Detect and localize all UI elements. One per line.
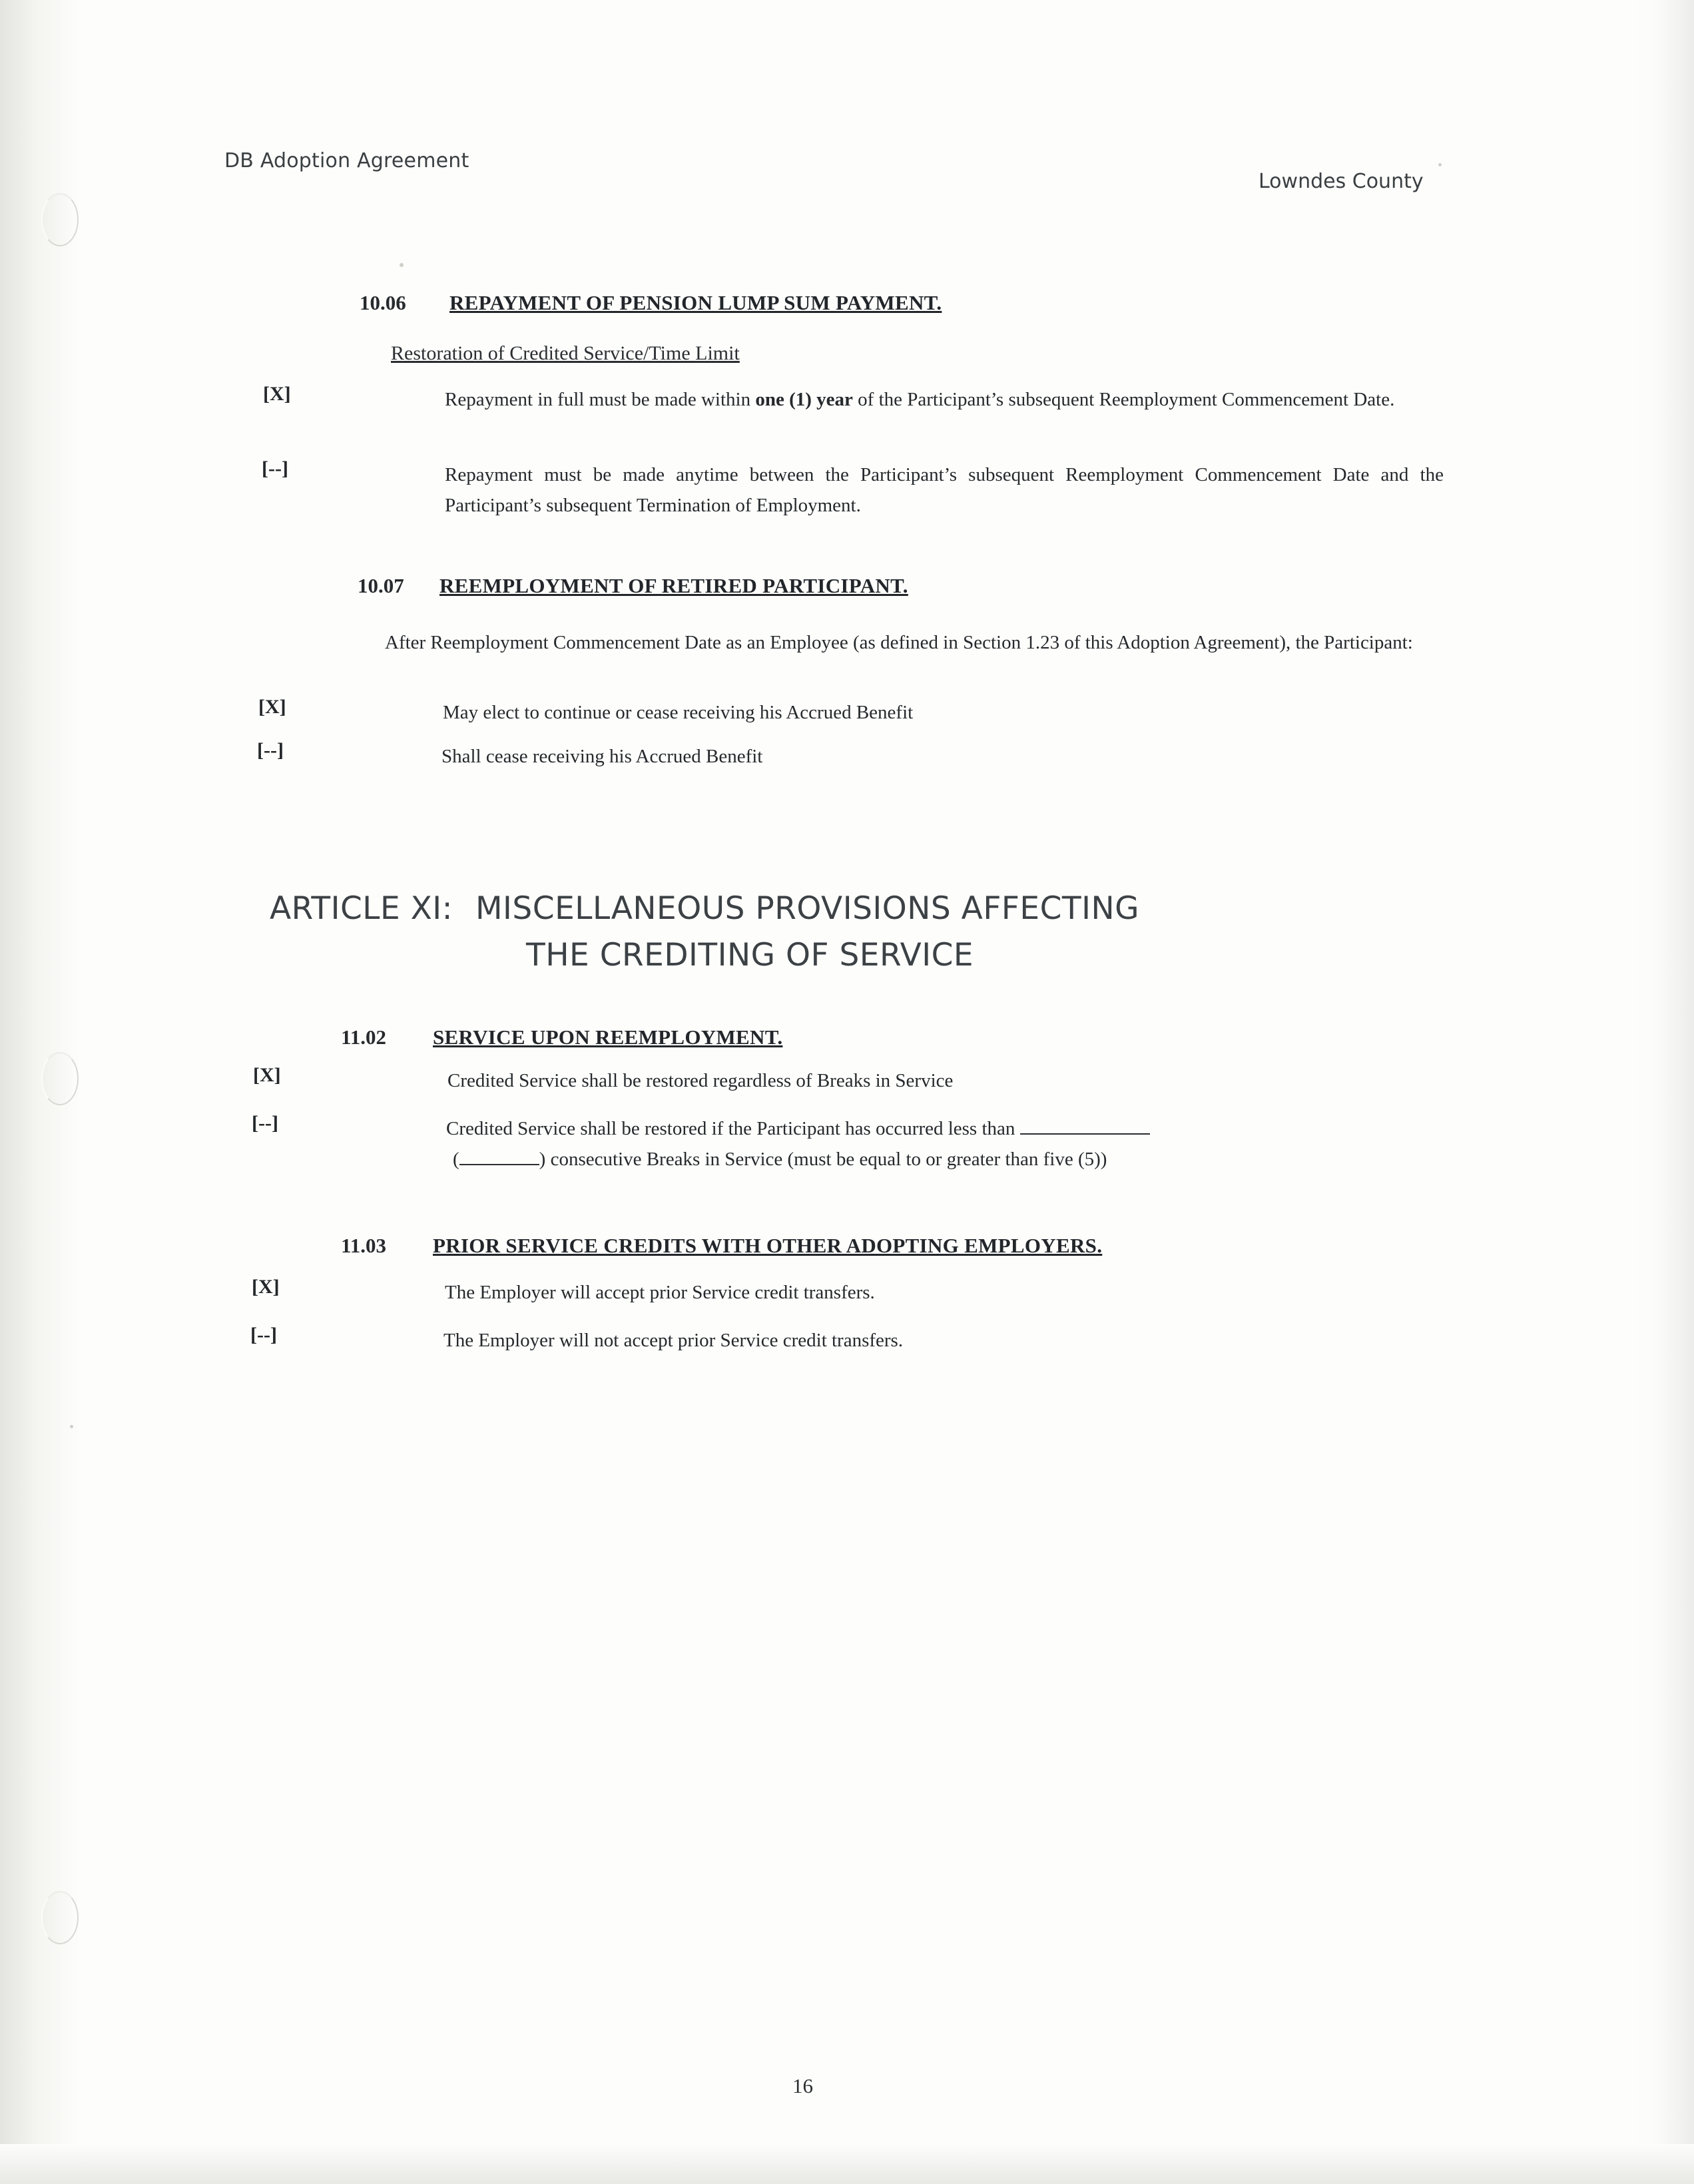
section-title-10-07: REEMPLOYMENT OF RETIRED PARTICIPANT.: [439, 574, 908, 597]
section-title-11-02: SERVICE UPON REEMPLOYMENT.: [433, 1025, 783, 1049]
checkbox-10-06-option-1[interactable]: [X]: [263, 383, 291, 405]
option-text-part-b: of the Participant’s subsequent Reemployment Commencement Date.: [852, 389, 1395, 410]
article-label: ARTICLE XI:: [270, 890, 453, 927]
checkbox-11-02-option-1[interactable]: [X]: [253, 1064, 281, 1086]
option-text-10-07-2: Shall cease receiving his Accrued Benefit: [441, 746, 763, 767]
checkbox-10-07-option-2[interactable]: [--]: [257, 739, 284, 761]
fill-in-parenthesis[interactable]: ( ) consecutive Breaks in Service (must be equal to or greater than five (5)): [453, 1144, 1107, 1175]
section-number-11-03: 11.03: [341, 1234, 387, 1257]
section-number-11-02: 11.02: [341, 1025, 387, 1049]
checkbox-11-02-option-2[interactable]: [--]: [252, 1112, 278, 1134]
section-intro-10-07: After Reemployment Commencement Date as an Employee (as defined in Section 1.23 of this Adoption Agreement), the Participant:: [385, 632, 1413, 653]
option-text-part-a: Credited Service shall be restored if the Participant has occurred less than: [446, 1118, 1015, 1139]
article-line-1: MISCELLANEOUS PROVISIONS AFFECTING: [475, 890, 1140, 927]
option-text-11-03-2: The Employer will not accept prior Service credit transfers.: [443, 1330, 904, 1351]
section-title-10-06: REPAYMENT OF PENSION LUMP SUM PAYMENT.: [449, 291, 942, 314]
article-heading: [270, 886, 1402, 979]
checkbox-10-06-option-2[interactable]: [--]: [262, 457, 288, 479]
option-text-11-02-1: Credited Service shall be restored regardless of Breaks in Service: [447, 1070, 954, 1091]
section-subtitle-10-06: Restoration of Credited Service/Time Limit: [391, 342, 740, 364]
option-text-11-03-1: The Employer will accept prior Service credit transfers.: [445, 1282, 875, 1303]
option-text-bold: one (1) year: [755, 389, 853, 410]
header-entity-name: Lowndes County: [1259, 170, 1424, 193]
page-number: 16: [792, 2074, 813, 2097]
section-number-10-06: 10.06: [360, 291, 406, 314]
fill-in-blank-inner[interactable]: [459, 1145, 539, 1165]
option-text-10-06-2: Repayment must be made anytime between the Participant’s subsequent Reemployment Commencement Date and the Participant’s subsequent Termination of Employment.: [445, 464, 1444, 516]
fill-in-blank-line[interactable]: [1020, 1113, 1150, 1135]
option-text-10-06-1: [445, 384, 1444, 415]
checkbox-10-07-option-1[interactable]: [X]: [258, 696, 286, 718]
section-number-10-07: 10.07: [358, 574, 404, 597]
checkbox-11-03-option-1[interactable]: [X]: [252, 1276, 280, 1298]
option-text-10-07-1: May elect to continue or cease receiving his Accrued Benefit: [443, 702, 914, 723]
header-document-title: DB Adoption Agreement: [224, 149, 469, 172]
article-line-2: THE CREDITING OF SERVICE: [526, 937, 974, 973]
option-text-part-a: Repayment in full must be made within: [445, 389, 756, 410]
checkbox-11-03-option-2[interactable]: [--]: [250, 1324, 277, 1346]
section-title-11-03: PRIOR SERVICE CREDITS WITH OTHER ADOPTING EMPLOYERS.: [433, 1234, 1103, 1257]
option-text-11-02-2: [446, 1113, 1420, 1175]
option-text-part-b: ) consecutive Breaks in Service (must be equal to or greater than five (5)): [539, 1149, 1107, 1170]
